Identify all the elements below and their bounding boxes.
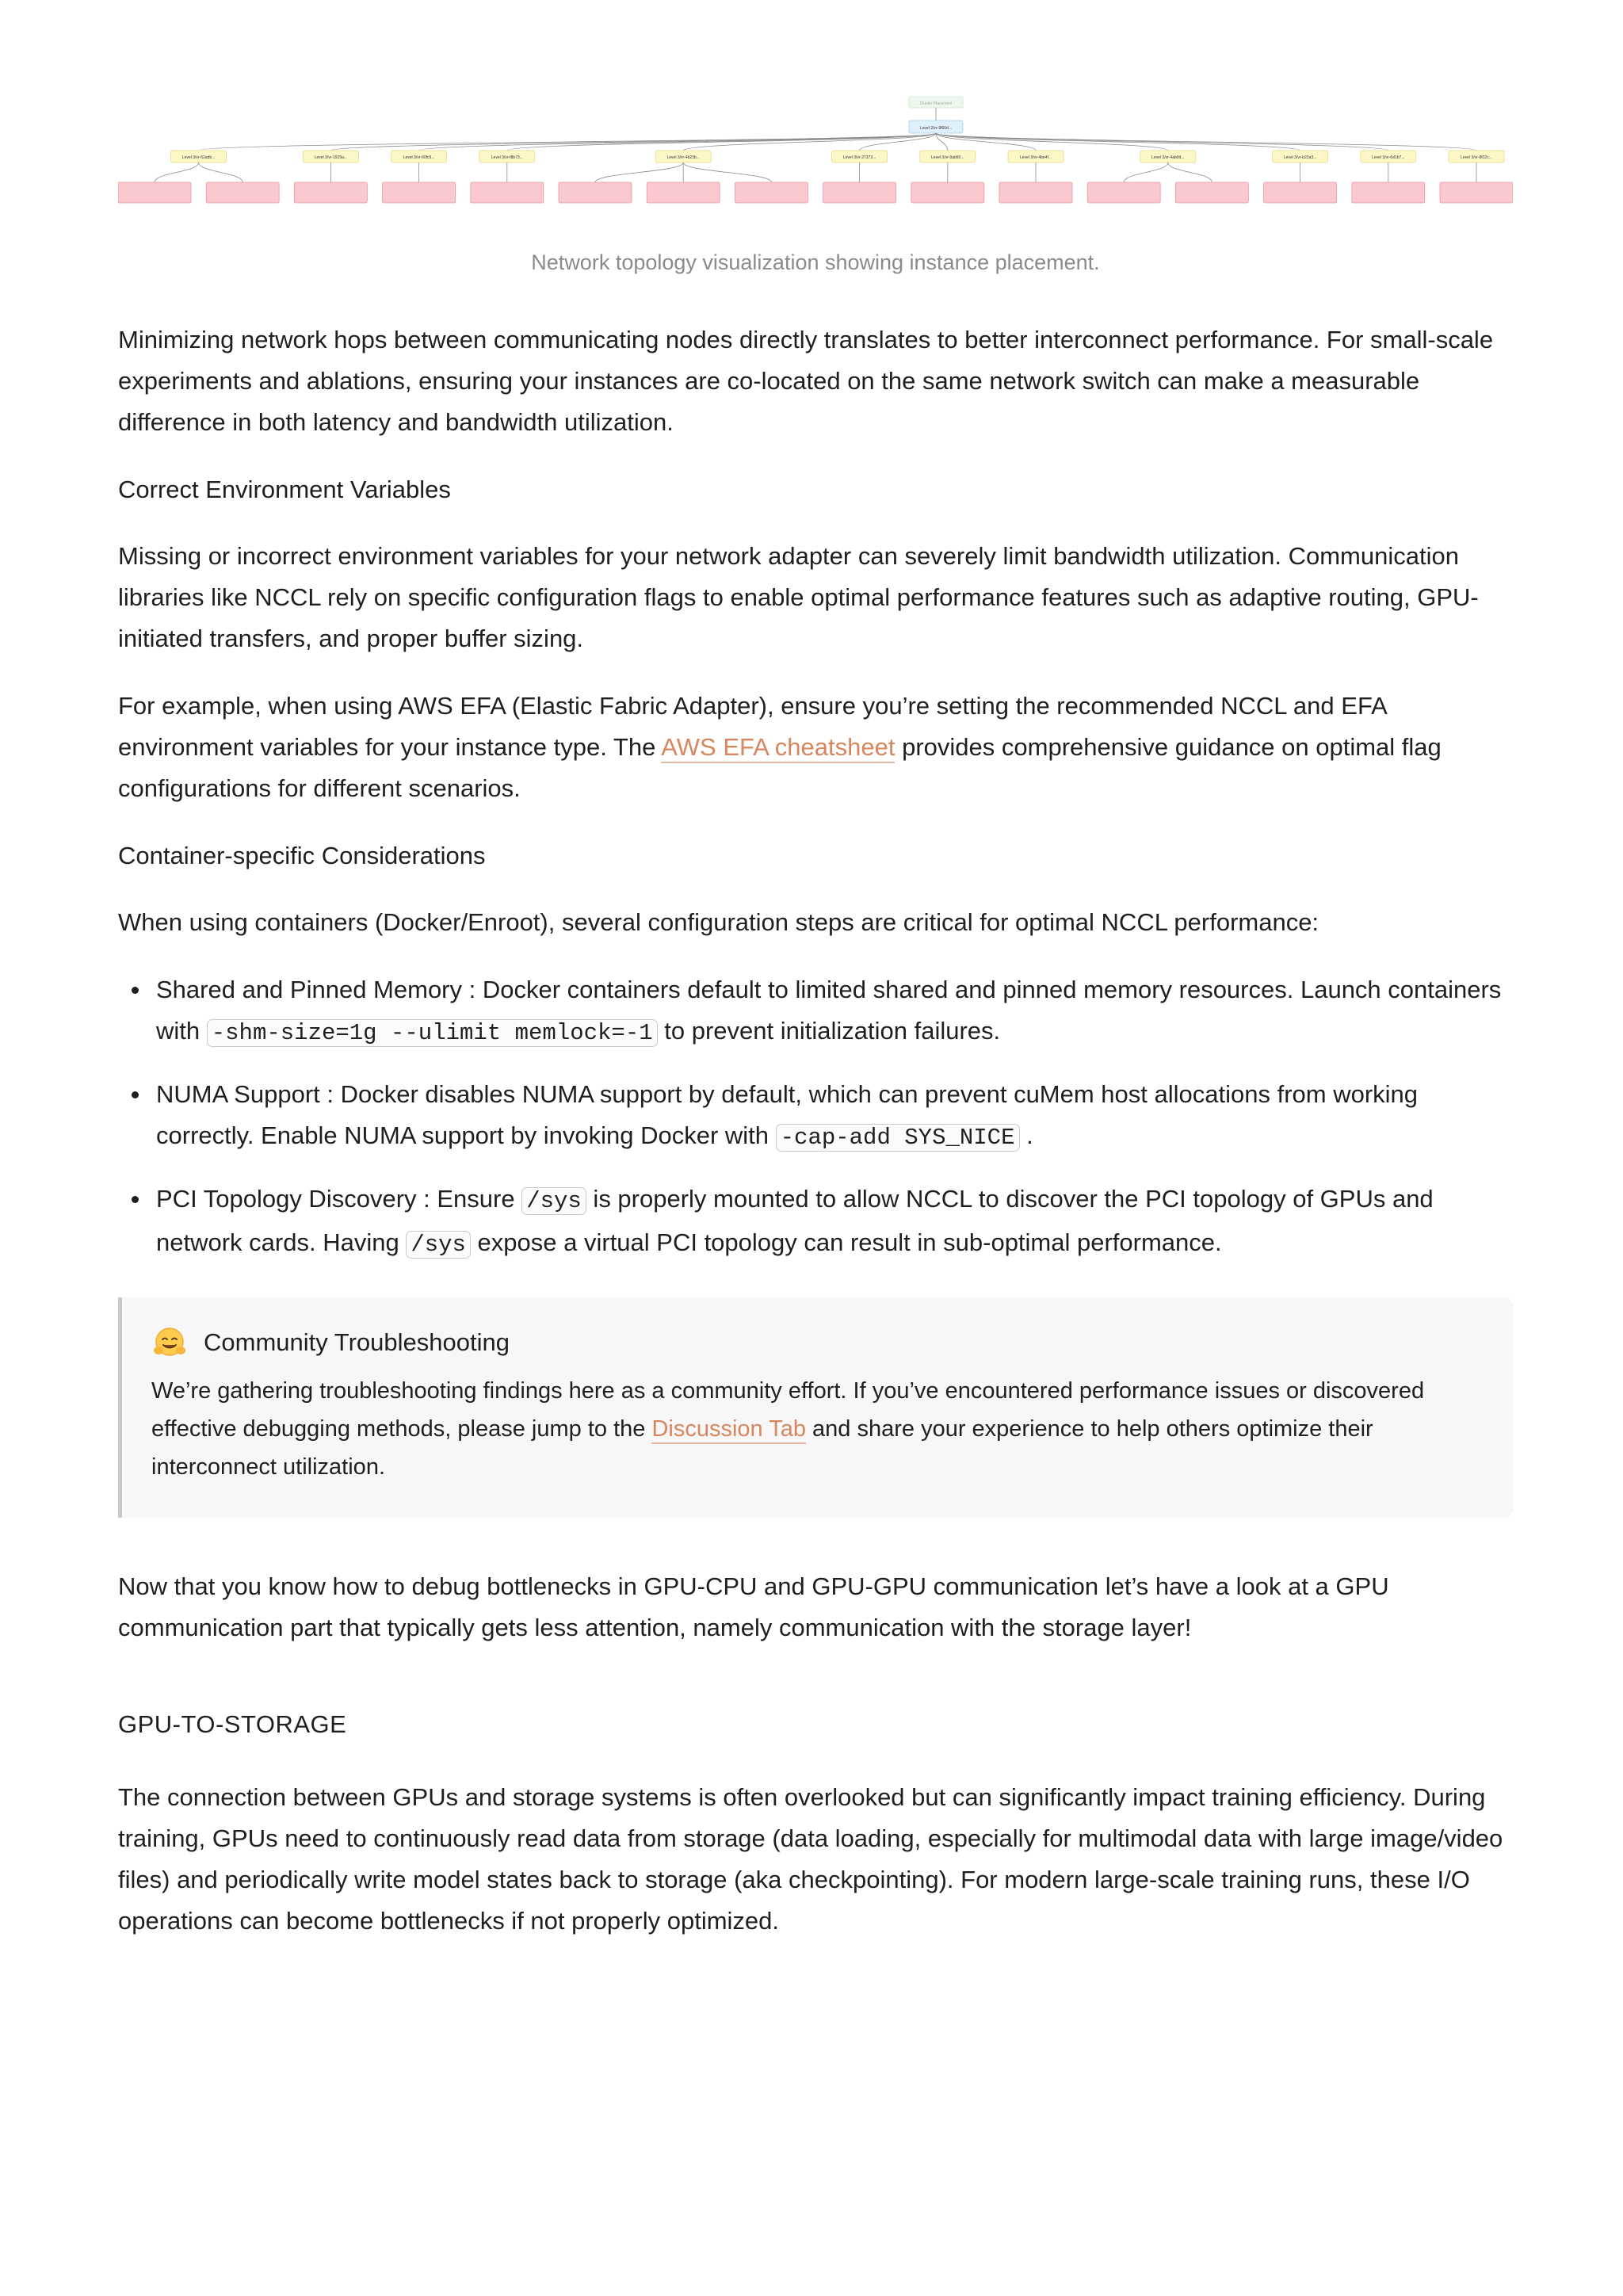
spine-switch-label: Level 3/vr-4ab0d...	[1151, 155, 1185, 160]
top-placement-label: Cluster Placement	[919, 101, 953, 106]
code-cap-add: -cap-add SYS_NICE	[776, 1124, 1020, 1152]
instance-leaf-node	[1352, 182, 1425, 203]
instance-leaf-node	[118, 182, 191, 203]
spine-switch-label: Level 3/vr-6d1b7...	[1372, 155, 1405, 160]
code-sys-path: /sys	[521, 1187, 586, 1215]
section-title-gpu-to-storage: GPU-TO-STORAGE	[118, 1710, 347, 1738]
topology-edge	[155, 162, 199, 182]
instance-leaf-node	[383, 182, 456, 203]
spine-switch-label: Level 3/vr-b22a3...	[1283, 155, 1317, 160]
hugging-face-emoji-icon	[151, 1324, 188, 1361]
topology-edge	[683, 162, 771, 182]
aws-efa-cheatsheet-link[interactable]: AWS EFA cheatsheet	[661, 733, 895, 763]
list-item-pci-topology: PCI Topology Discovery : Ensure /sys is properly mounted to allow NCCL to discover the PCI topology of GPUs and network cards. Having /sys expose a virtual PCI topology can result in sub-optimal performance.	[156, 1179, 1513, 1266]
list-item-numa-support: NUMA Support : Docker disables NUMA support by default, which can prevent cuMem host allocations from working correctly. Enable NUMA support by invoking Docker with -cap-add SYS_NICE .	[156, 1074, 1513, 1159]
heading-container-considerations: Container-specific Considerations	[118, 842, 486, 869]
spine-switch-label: Level 3/vr-1929a...	[314, 155, 348, 160]
topology-edge	[936, 133, 1476, 151]
discussion-tab-link[interactable]: Discussion Tab	[651, 1416, 806, 1444]
instance-leaf-node	[1264, 182, 1337, 203]
topology-edge	[936, 133, 1388, 151]
topology-edge	[199, 162, 243, 182]
instance-leaf-node	[823, 182, 896, 203]
spine-switch-label: Level 3/vr-62adb...	[181, 155, 216, 160]
article-page	[118, 0, 1513, 1935]
instance-leaf-node	[206, 182, 279, 203]
topology-edge	[595, 162, 683, 182]
bullet-dot	[132, 1196, 139, 1203]
bullet-dot	[132, 987, 139, 994]
container-considerations-list	[118, 969, 1513, 1266]
efa-text-after: provides comprehensive guidance on optimal flag configurations for different scenarios.	[118, 733, 1442, 802]
topology-edge	[1124, 162, 1168, 182]
article-content	[118, 319, 1513, 1968]
root-switch-label: Level 2/vr-9f60d...	[919, 126, 953, 131]
bullet-dot	[132, 1091, 139, 1098]
paragraph-efa-example	[118, 686, 1513, 809]
instance-leaf-node	[999, 182, 1072, 203]
callout-title: Community Troubleshooting	[204, 1328, 510, 1356]
spine-switch-label: Level 3/vr-9ab60...	[931, 155, 964, 160]
figure-caption: Network topology visualization showing instance placement.	[531, 250, 1100, 274]
topology-edge	[199, 133, 936, 151]
instance-leaf-node	[471, 182, 544, 203]
spine-switch-label: Level 3/vr-4be4f...	[1019, 155, 1052, 160]
topology-edge	[1168, 162, 1212, 182]
spine-switch-label: Level 3/vr-8f22c...	[1461, 155, 1492, 160]
efa-text-before: For example, when using AWS EFA (Elastic Fabric Adapter), ensure you’re setting the recommended NCCL and EFA environment variables for your instance type. The	[118, 692, 1387, 761]
code-sys-path: /sys	[406, 1231, 471, 1259]
topology-edge	[860, 133, 936, 151]
instance-leaf-node	[1440, 182, 1513, 203]
instance-leaf-node	[1087, 182, 1160, 203]
paragraph-network-hops: Minimizing network hops between communicating nodes directly translates to better interconnect performance. For small-scale experiments and ablations, ensuring your instances are co-located on the same network switch can make a measurable difference in both latency and bandwidth utilization.	[118, 326, 1494, 436]
instance-leaf-node	[559, 182, 632, 203]
spine-switch-label: Level 3/vr-4b23b...	[666, 155, 700, 160]
paragraph-env-variables: Missing or incorrect environment variables for your network adapter can severely limit bandwidth utilization. Communication libraries like NCCL rely on specific configuration flags to enable optimal performance features such as adaptive routing, GPU-initiated transfers, and proper buffer sizing.	[118, 542, 1479, 652]
spine-switch-label: Level 3/vr-60fc9...	[403, 155, 435, 160]
spine-switch-label: Level 3/vr-f8b73...	[491, 155, 523, 160]
paragraph-containers-intro: When using containers (Docker/Enroot), several configuration steps are critical for optimal NCCL performance:	[118, 908, 1319, 936]
code-shm-size: -shm-size=1g --ulimit memlock=-1	[207, 1019, 658, 1047]
topology-figure	[118, 0, 1513, 285]
topology-edge	[330, 133, 936, 151]
instance-leaf-node	[911, 182, 984, 203]
paragraph-transition: Now that you know how to debug bottlenecks in GPU-CPU and GPU-GPU communication let’s have a look at a GPU communication part that typically gets less attention, namely communication with the storage layer!	[118, 1572, 1389, 1641]
instance-leaf-node	[647, 182, 720, 203]
callout-header	[151, 1324, 1484, 1361]
network-topology-diagram	[118, 87, 1513, 214]
instance-leaf-node	[1175, 182, 1248, 203]
community-troubleshooting-callout	[118, 1297, 1513, 1518]
topology-edge	[936, 133, 1300, 151]
callout-text: We’re gathering troubleshooting findings here as a community effort. If you’ve encountered performance issues or discovered effective debugging methods, please jump to the Discussion Tab and share your experience to help others optimize their interconnect utilization.	[151, 1378, 1425, 1480]
heading-environment-variables: Correct Environment Variables	[118, 476, 451, 503]
paragraph-gpu-storage: The connection between GPUs and storage systems is often overlooked but can significantly impact training efficiency. During training, GPUs need to continuously read data from storage (data loading, especially for multimodal data with large image/video files) and periodically write model states back to storage (aka checkpointing). For modern large-scale training runs, these I/O operations can become bottlenecks if not properly optimized.	[118, 1783, 1503, 1935]
instance-leaf-node	[294, 182, 367, 203]
topology-edge	[936, 133, 1168, 151]
topology-edge	[419, 133, 936, 151]
instance-leaf-node	[735, 182, 808, 203]
list-item-shared-memory: Shared and Pinned Memory : Docker containers default to limited shared and pinned memory resources. Launch containers with -shm-size=1g --ulimit memlock=-1 to prevent initialization failures.	[156, 969, 1513, 1054]
spine-switch-label: Level 3/vr-27373...	[842, 155, 876, 160]
